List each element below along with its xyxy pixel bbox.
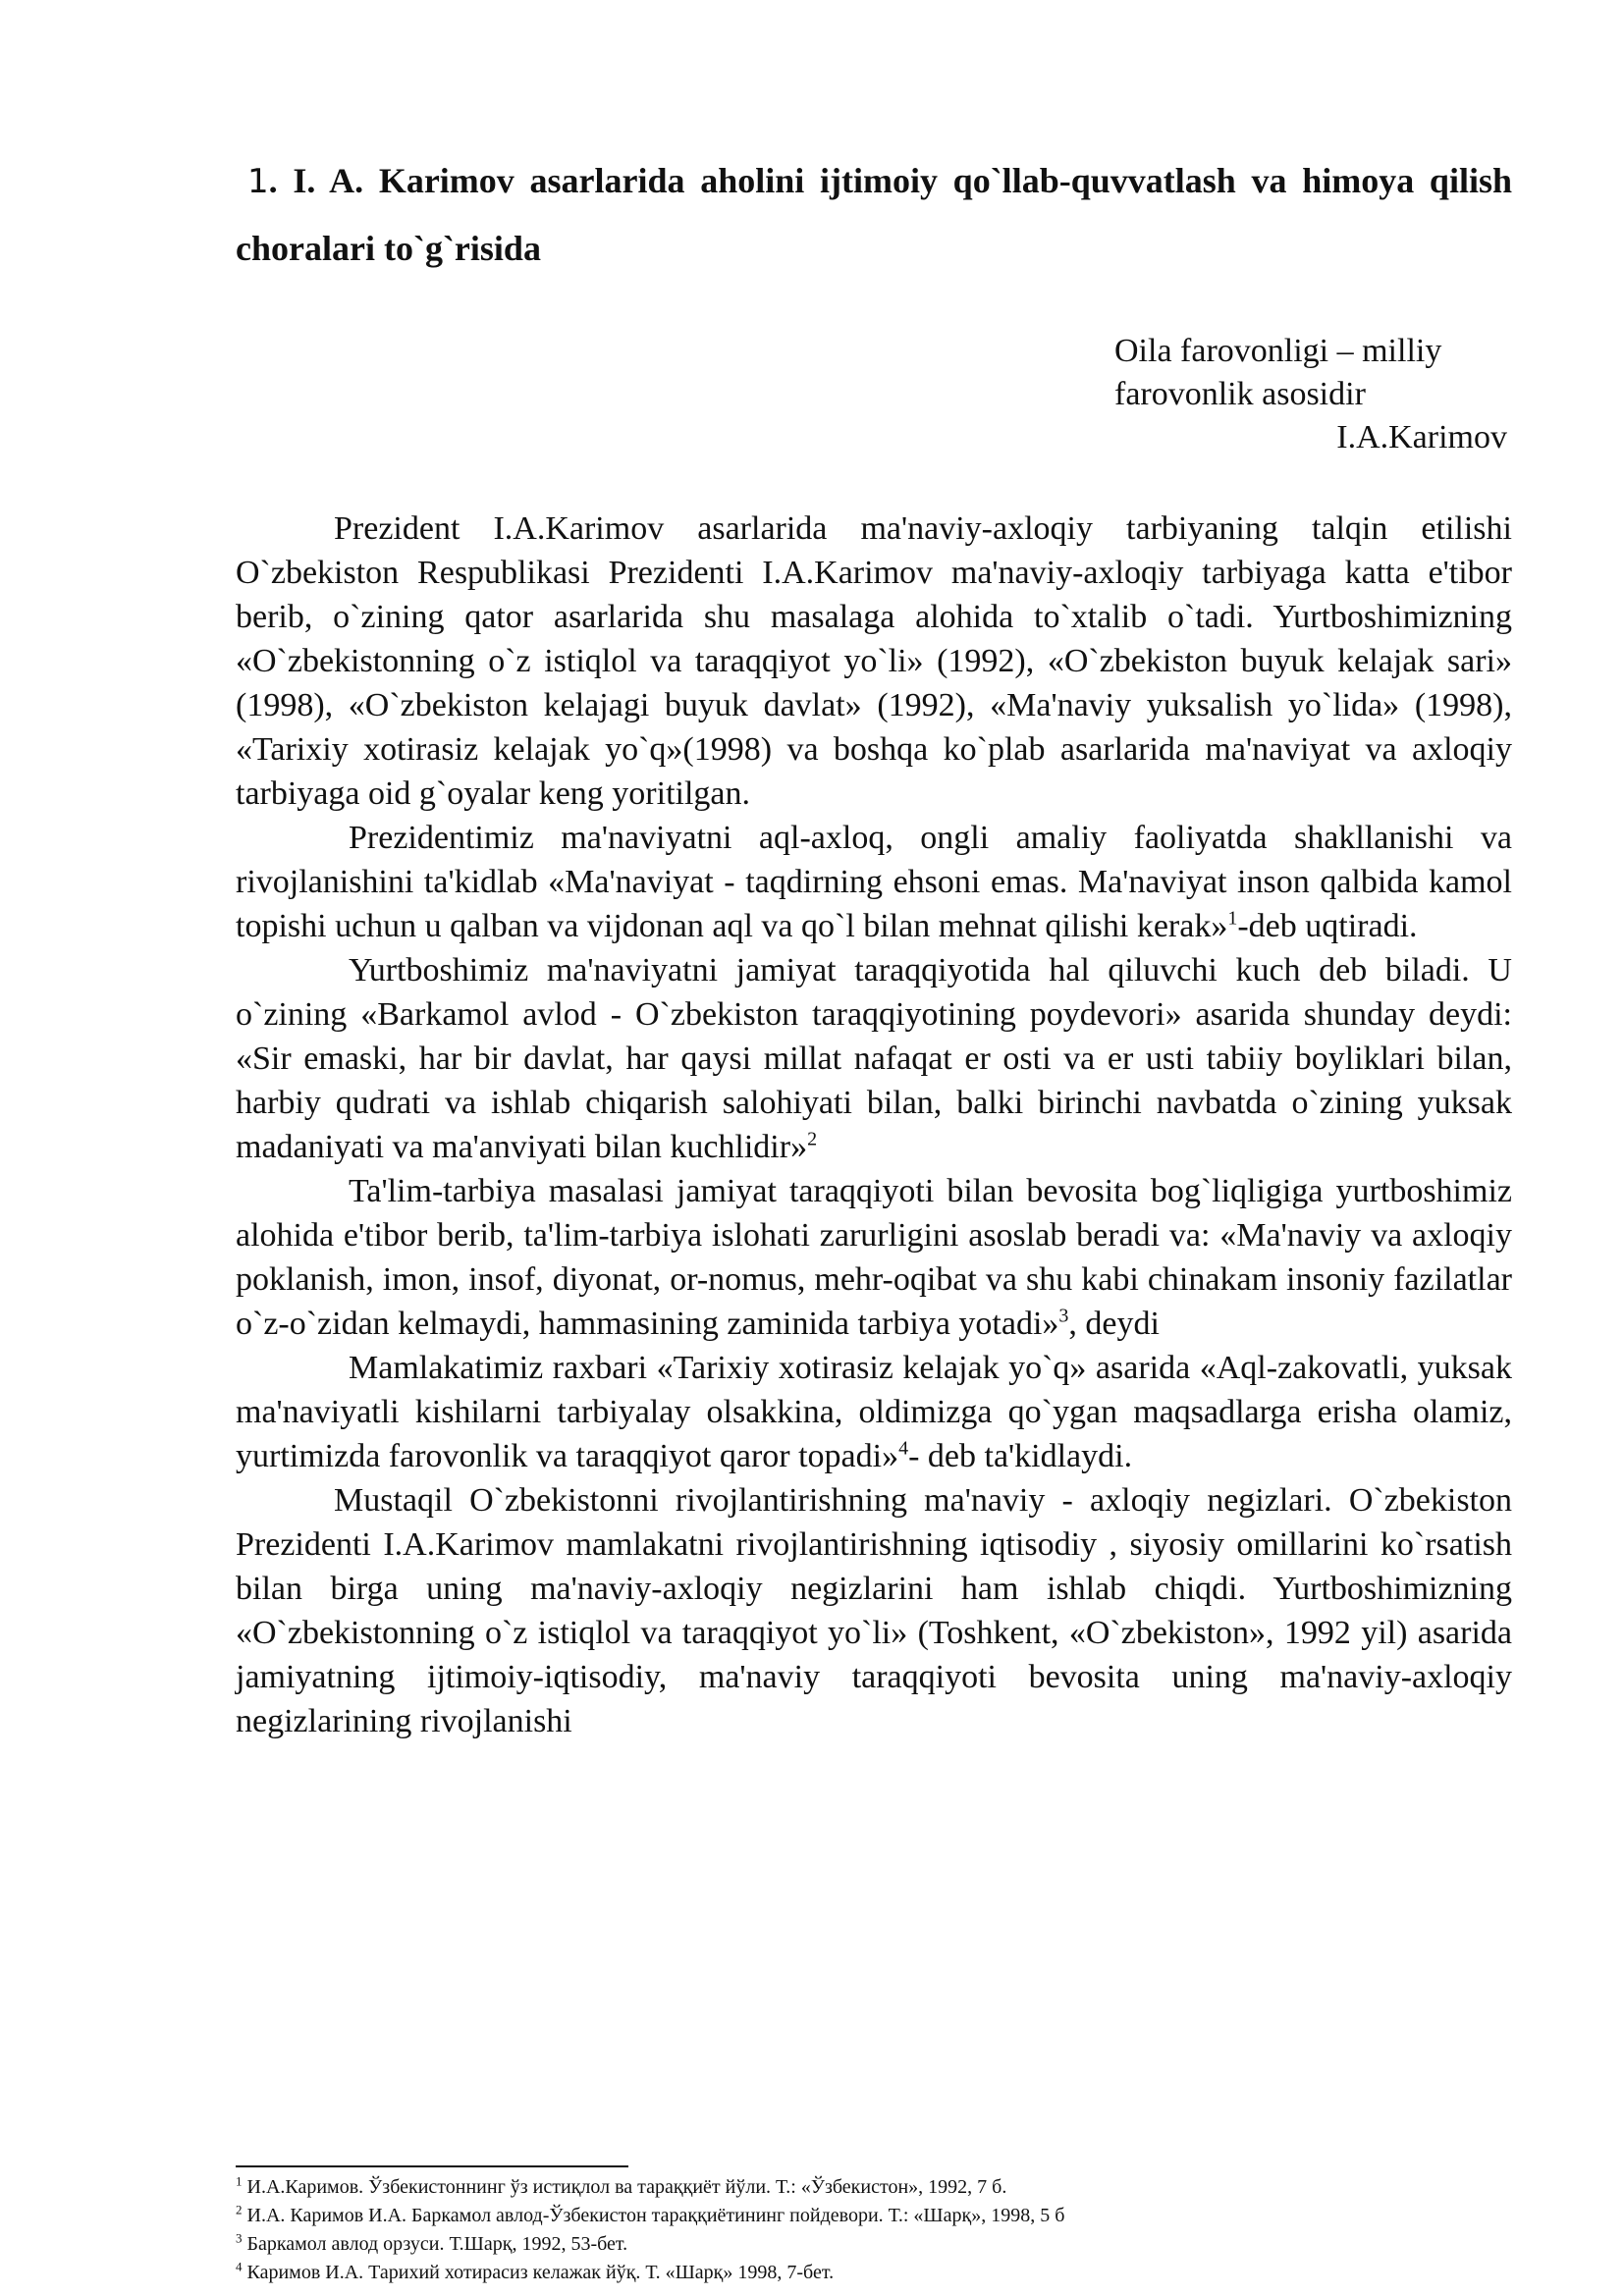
footnote-ref: 2 [807, 1128, 818, 1150]
footnotes [236, 2173, 1512, 2287]
paragraph: Prezident I.A.Karimov asarlarida ma'naviy-axloqiy tarbiyaning talqin etilishi O`zbekiston Respublikasi Prezidenti I.A.Karimov ma'naviy-axloqiy tarbiyaga katta e'tibor berib, o`zining qator asarlarida shu masalaga alohida to`xtalib o`tadi. Yurtboshimizning «O`zbekistonning o`z istiqlol va taraqqiyot yo`li» (1992), «O`zbekiston buyuk kelajak sari» (1998), «O`zbekiston kelajagi buyuk davlat» (1992), «Ma'naviy yuksalish yo`lida» (1998), «Tarixiy xotirasiz kelajak yo`q»(1998) va boshqa ko`plab asarlarida ma'naviyat va axloqiy tarbiyaga oid g`oyalar keng yoritilgan. [236, 510, 1512, 812]
footnote [236, 2173, 1512, 2202]
footnote-text: И.А.Каримов. Ўзбекистоннинг ўз истиқлол ва тараққиёт йўли. Т.: «Ўзбекистон», 1992, 7 б. [242, 2176, 1007, 2198]
section-heading [236, 147, 1512, 282]
footnote-text: И.А. Каримов И.А. Баркамол авлод-Ўзбекистон тараққиётининг пойдевори. Т.: «Шарқ», 1998, 5 б [242, 2205, 1065, 2226]
footnote-mark: 1 [236, 2173, 243, 2189]
footnote-mark: 2 [236, 2202, 243, 2217]
epigraph-line: farovonlik asosidir [1114, 376, 1366, 412]
paragraph-text: Ta'lim-tarbiya masalasi jamiyat taraqqiyoti bilan bevosita bog`liqligiga yurtboshimiz alohida e'tibor berib, ta'lim-tarbiya islohati zarurligini asoslab beradi va: «Ma'naviy va axloqiy poklanish, imon, insof, diyonat, or-nomus, mehr-oqibat va shu kabi chinakam insoniy fazilatlar o`z-o`zidan kelmaydi, hammasining zaminida tarbiya yotadi» [236, 1173, 1512, 1342]
section-title: . I. A. Karimov asarlarida aholini ijtimoiy qo`llab-quvvatlash va himoya qilish choralari to`g`risida [236, 161, 1512, 268]
paragraph [236, 1169, 1512, 1346]
paragraph-text: -deb uqtiradi. [1237, 908, 1418, 944]
paragraph-text: , deydi [1068, 1306, 1160, 1342]
paragraph [236, 948, 1512, 1169]
footnote-mark: 4 [236, 2259, 243, 2274]
paragraph-text: - deb ta'kidlaydi. [908, 1438, 1133, 1474]
epigraph-author: I.A.Karimov [1336, 419, 1507, 455]
footnote [236, 2259, 1512, 2287]
paragraph-text: Yurtboshimiz ma'naviyatni jamiyat taraqqiyotida hal qiluvchi kuch deb biladi. U o`zining «Barkamol avlod - O`zbekiston taraqqiyotining poydevori» asarida shunday deydi: «Sir emaski, har bir davlat, har qaysi millat nafaqat er osti va er usti tabiiy boyliklari bilan, harbiy qudrati va ishlab chiqarish salohiyati bilan, balki birinchi navbatda o`zining yuksak madaniyati va ma'anviyati bilan kuchlidir» [236, 952, 1512, 1165]
footnote-ref: 4 [898, 1437, 909, 1460]
footnote-mark: 3 [236, 2230, 243, 2246]
paragraph-text: Prezidentimiz ma'naviyatni aql-axloq, ongli amaliy faoliyatda shakllanishi va rivojlanishini ta'kidlab «Ma'naviyat - taqdirning ehsoni emas. Ma'naviyat inson qalbida kamol topishi uchun u qalban va vijdonan aql va qo`l bilan mehnat qilishi kerak» [236, 820, 1512, 944]
footnote-ref: 1 [1227, 907, 1238, 930]
paragraph [236, 1346, 1512, 1478]
epigraph-line: Oila farovonligi – milliy [1114, 333, 1442, 369]
document-body [236, 507, 1512, 1743]
epigraph [1114, 330, 1527, 459]
footnote [236, 2202, 1512, 2230]
paragraph [236, 816, 1512, 948]
section-number: 1 [247, 162, 269, 201]
footnote-ref: 3 [1058, 1305, 1069, 1327]
footnote [236, 2230, 1512, 2259]
footnote-text: Каримов И.А. Тарихий хотирасиз келажак йўқ. Т. «Шарқ» 1998, 7-бет. [242, 2262, 835, 2283]
footnote-separator [236, 2165, 628, 2167]
paragraph-text: Mamlakatimiz raxbari «Tarixiy xotirasiz kelajak yo`q» asarida «Aql-zakovatli, yuksak ma'naviyatli kishilarni tarbiyalay olsakkina, oldimizga qo`ygan maqsadlarga erisha olamiz, yurtimizda farovonlik va taraqqiyot qaror topadi» [236, 1350, 1512, 1474]
footnote-text: Баркамол авлод орзуси. Т.Шарқ, 1992, 53-бет. [242, 2233, 628, 2255]
paragraph: Mustaqil O`zbekistonni rivojlantirishning ma'naviy - axloqiy negizlari. O`zbekiston Prezidenti I.A.Karimov mamlakatni rivojlantirishning iqtisodiy , siyosiy omillarini ko`rsatish bilan birga uning ma'naviy-axloqiy negizlarini ham ishlab chiqdi. Yurtboshimizning «O`zbekistonning o`z istiqlol va taraqqiyot yo`li» (Toshkent, «O`zbekiston», 1992 yil) asarida jamiyatning ijtimoiy-iqtisodiy, ma'naviy taraqqiyoti bevosita uning ma'naviy-axloqiy negizlarining rivojlanishi [236, 1482, 1512, 1739]
